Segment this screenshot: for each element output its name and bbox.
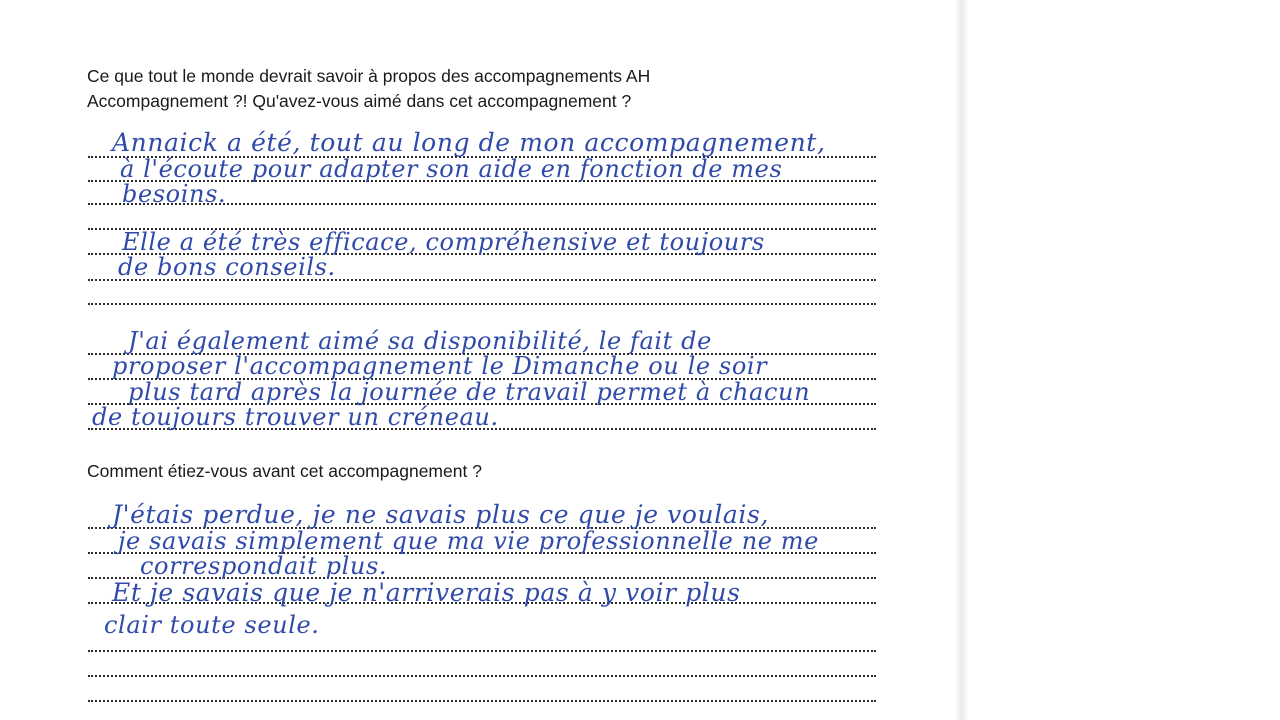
question-2: Comment étiez-vous avant cet accompagnement ? bbox=[87, 461, 482, 481]
dotted-line bbox=[88, 700, 876, 702]
handwritten-answer-line: correspondait plus. bbox=[140, 552, 388, 580]
dotted-line bbox=[88, 303, 876, 305]
handwritten-answer-line: de toujours trouver un créneau. bbox=[92, 403, 499, 431]
handwritten-answer-line: Et je savais que je n'arriverais pas à y voir plus bbox=[112, 578, 741, 607]
handwritten-answer-line: de bons conseils. bbox=[118, 253, 336, 281]
handwritten-answer-line: à l'écoute pour adapter son aide en fonction de mes bbox=[120, 155, 783, 183]
handwritten-answer-line: besoins. bbox=[122, 180, 227, 208]
handwritten-answer-line: Annaick a été, tout au long de mon accompagnement, bbox=[112, 128, 826, 157]
handwritten-answer-line: clair toute seule. bbox=[104, 611, 320, 639]
dotted-line bbox=[88, 650, 876, 652]
handwritten-answer-line: J'étais perdue, je ne savais plus ce que je voulais, bbox=[112, 500, 769, 529]
question-1-line-2: Accompagnement ?! Qu'avez-vous aimé dans cet accompagnement ? bbox=[87, 91, 632, 111]
handwritten-answer-line: je savais simplement que ma vie professionnelle ne me bbox=[118, 527, 819, 555]
question-1-line-1: Ce que tout le monde devrait savoir à propos des accompagnements AH bbox=[87, 66, 651, 86]
handwritten-answer-line: Elle a été très efficace, compréhensive et toujours bbox=[122, 228, 765, 256]
scan-edge-shadow bbox=[955, 0, 967, 720]
dotted-line bbox=[88, 675, 876, 677]
handwritten-answer-line: plus tard après la journée de travail permet à chacun bbox=[128, 378, 811, 406]
handwritten-answer-line: J'ai également aimé sa disponibilité, le fait de bbox=[128, 327, 712, 355]
handwritten-answer-line: proposer l'accompagnement le Dimanche ou le soir bbox=[112, 352, 768, 380]
